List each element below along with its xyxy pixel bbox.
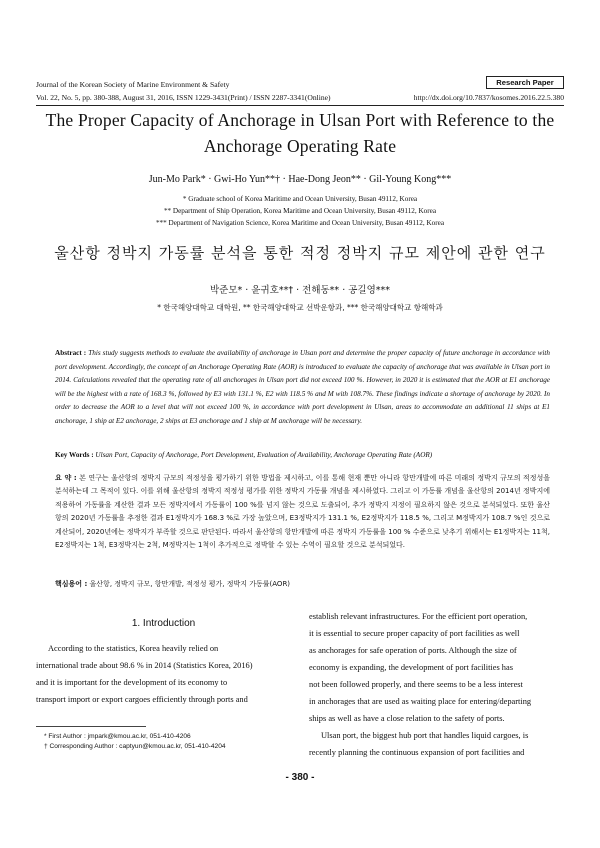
right-column xyxy=(309,608,564,761)
keywords-label: Key Words : xyxy=(55,451,94,459)
abstract-label: Abstract : xyxy=(55,349,87,357)
right-col-line: establish relevant infrastructures. For the efficient port operation, xyxy=(309,612,528,621)
paper-title-line1: The Proper Capacity of Anchorage in Ulsan Port with Reference to the xyxy=(45,110,555,130)
keywords-ko xyxy=(55,578,550,591)
paper-title-ko: 울산항 정박지 가동률 분석을 통한 적정 정박지 규모 제안에 관한 연구 xyxy=(54,244,546,262)
right-col-line: recently planning the continuous expansion of port facilities and xyxy=(309,748,525,757)
right-col-line: economy is expanding, the development of port facilities has xyxy=(309,663,513,672)
abstract-text: This study suggests methods to evaluate the availability of anchorage in Ulsan port and determine the proper capacity of future anchorage in accordance with port development. Accordingly, the concept of an Anchorage Operating Rate (AOR) is introduced to evaluate the capacity of anchorage that was available in Ulsan port in 2014. Calculations revealed that the operating rate of all anchorages in Ulsan port did not exceed 100 %. However, in 2020 it is estimated that the AOR at E1 anchorage will be the highest with a rate of 168.3 %, followed by E3 with 131.1 %, E2 with 118.5 % and M with 108.7%. These findings indicate a shortage of anchorage by 2020. In order to decrease the AOR to a level that will not exceed 100 %, in accordance with port development in Ulsan, areas to accommodate an additional 11 ships at E1 anchorage, 1 ship at E2 anchorage, 2 ships at E3 anchorage and 1 ship at M anchorage will be necessary. xyxy=(55,349,551,425)
keywords-text: Ulsan Port, Capacity of Anchorage, Port Development, Evaluation of Availability, Anchorage Operating Rate (AOR) xyxy=(95,451,433,459)
left-col-line: According to the statistics, Korea heavily relied on xyxy=(48,644,219,653)
right-col-line: not been followed properly, and there seems to be a less interest xyxy=(309,680,523,689)
affiliation-3: *** Department of Navigation Science, Korea Maritime and Ocean University, Busan 49112, Korea xyxy=(155,219,445,227)
affiliations-ko: * 한국해양대학교 대학원, ** 한국해양대학교 선박운항과, *** 한국해양대학교 항해학과 xyxy=(157,303,443,312)
abstract-ko-label: 요 약 : xyxy=(55,474,77,482)
authors-ko: 박준모* · 윤귀호**† · 전해동** · 공길영*** xyxy=(209,285,391,296)
left-col-line: and it is important for the development of its economy to xyxy=(36,678,228,687)
paper-title-line2: Anchorage Operating Rate xyxy=(203,136,397,156)
keywords xyxy=(55,450,550,461)
abstract-ko xyxy=(55,472,550,552)
left-col-line: transport import or export cargoes efficiently through ports and xyxy=(36,695,248,704)
header-rule xyxy=(36,105,564,106)
right-col-line: ships as well as have a close relation to the safety of ports. xyxy=(309,714,505,723)
section-title-introduction: 1. Introduction xyxy=(131,618,196,629)
abstract-ko-text: 본 연구는 울산항의 정박지 규모의 적정성을 평가하기 위한 방법을 제시하고, 이를 통해 현재 뿐만 아니라 항만개발에 따른 미래의 정박지 규모의 적정성을 분석하는데 그 목적이 있다. 이를 위해 울산항의 정박지 적정성 평가를 위한 정박지 가동률 개념을 제시하였다. 그리고 이 가동률 개념을 울산항의 2014년 정박지에 적용하여 가동률을 계산한 결과 모든 정박지에서 가동률이 100 %를 넘지 않는 것으로 도출되어, 추가 정박지 지정이 필요하지 않은 것으로 분석되었다. 또한 울산항의 2020년 가동률을 추정한 결과 E1정박지가 168.3 %로 가장 높았으며, E3정박지가 131.1 %, E2정박지가 118.5 %, 그리고 M정박지가 108.7 %인 것으로 계산되어, 2020년에는 정박지가 부족할 것으로 판단된다. 따라서 울산항의 항만개발에 따른 정박지 가동률을 100 % 수준으로 낮추기 위해서는 E1정박지는 11척, E2정박지는 1척, E3정박지는 2척, M정박지는 1척이 추가적으로 정박할 수 있는 수역이 필요할 것으로 분석되었다. xyxy=(55,474,550,550)
authors-en: Jun-Mo Park* · Gwi-Ho Yun**† · Hae-Dong Jeon** · Gil-Young Kong*** xyxy=(148,174,452,185)
left-col-line: international trade about 98.6 % in 2014 (Statistics Korea, 2016) xyxy=(36,661,253,670)
affiliation-1: * Graduate school of Korea Maritime and Ocean University, Busan 49112, Korea xyxy=(182,195,418,203)
research-paper-badge: Research Paper xyxy=(486,76,564,89)
right-col-line: in anchorages that are used as waiting place for entering/departing xyxy=(309,697,532,706)
footnote-first-author: * First Author : jmpark@kmou.ac.kr, 051-410-4206 xyxy=(44,733,191,740)
journal-volume-info: Vol. 22, No. 5, pp. 380-388, August 31, 2016, ISSN 1229-3431(Print) / ISSN 2287-3341(Online) xyxy=(36,93,331,102)
footnote-corresponding-author: † Corresponding Author : captyun@kmou.ac.kr, 051-410-4204 xyxy=(44,743,226,750)
page-number: - 380 - xyxy=(285,772,315,783)
left-column xyxy=(36,640,291,708)
right-col-line: it is essential to secure proper capacity of port facilities as well xyxy=(309,629,520,638)
right-col-line: Ulsan port, the biggest hub port that handles liquid cargoes, is xyxy=(321,731,529,740)
journal-name: Journal of the Korean Society of Marine Environment & Safety xyxy=(36,80,230,89)
abstract xyxy=(55,347,550,429)
doi-link[interactable]: http://dx.doi.org/10.7837/kosomes.2016.22.5.380 xyxy=(413,93,564,102)
footnote-rule xyxy=(36,726,146,727)
right-col-line: as anchorages for safe operation of ports. Although the size of xyxy=(309,646,517,655)
affiliation-2: ** Department of Ship Operation, Korea Maritime and Ocean University, Busan 49112, Korea xyxy=(163,207,437,215)
keywords-ko-label: 핵심용어 : xyxy=(55,580,88,588)
keywords-ko-text: 울산항, 정박지 규모, 항만개발, 적정성 평가, 정박지 가동률(AOR) xyxy=(89,580,291,588)
